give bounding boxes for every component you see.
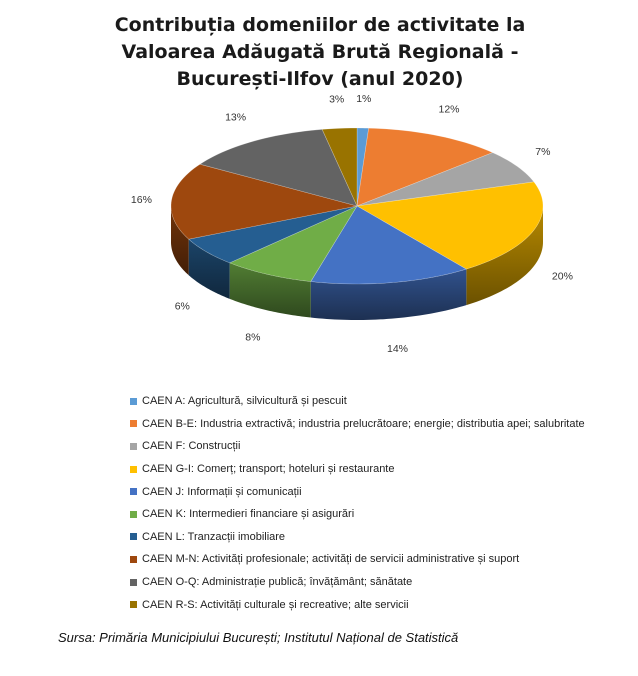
legend-item (130, 390, 630, 413)
data-label-2: 7% (535, 146, 551, 158)
legend-swatch (130, 398, 137, 405)
legend-label: CAEN A: Agricultură, silvicultură și pescuit (142, 395, 347, 408)
legend-item (130, 503, 630, 526)
legend-label: CAEN F: Construcții (142, 440, 241, 453)
legend-swatch (130, 488, 137, 495)
legend-swatch (130, 420, 137, 427)
legend-label: CAEN L: Tranzacții imobiliare (142, 530, 286, 543)
source-note: Sursa: Primăria Municipiului București; Institutul Național de Statistică (58, 630, 459, 645)
legend-item (130, 458, 630, 481)
data-label-4: 14% (386, 343, 409, 356)
legend-item (130, 435, 630, 458)
legend-label: CAEN B-E: Industria extractivă; industria prelucrătoare; energie; distributia apei; salubritate (142, 417, 585, 430)
pie-slices (171, 128, 543, 284)
legend-label: CAEN O-Q: Administrație publică; învățământ; sănătate (142, 576, 413, 589)
legend-swatch (130, 579, 137, 586)
data-label-0: 1% (356, 93, 372, 106)
legend-item (130, 480, 630, 503)
title-line-2: Valoarea Adăugată Brută Regională - (121, 41, 519, 63)
legend-swatch (130, 511, 137, 518)
data-label-1: 12% (438, 103, 460, 116)
title-line-3: București-Ilfov (anul 2020) (176, 68, 464, 90)
legend-label: CAEN M-N: Activități profesionale; activități de servicii administrative și suport (142, 553, 520, 566)
title-line-1: Contribuția domeniilor de activitate la (114, 14, 526, 36)
data-label-9: 3% (329, 93, 345, 106)
legend-item (130, 413, 630, 436)
legend-swatch (130, 443, 137, 450)
legend-label: CAEN J: Informații și comunicații (142, 485, 302, 498)
data-label-5: 8% (245, 331, 261, 344)
legend-item (130, 548, 630, 571)
data-label-7: 16% (130, 194, 152, 207)
legend-item (130, 593, 630, 616)
legend-label: CAEN R-S: Activități culturale și recreative; alte servicii (142, 598, 409, 611)
legend-swatch (130, 601, 137, 608)
data-label-8: 13% (225, 111, 247, 124)
legend-swatch (130, 556, 137, 563)
chart-title (60, 12, 580, 93)
legend-label: CAEN G-I: Comerț; transport; hoteluri și restaurante (142, 463, 395, 476)
legend-item (130, 526, 630, 549)
legend-label: CAEN K: Intermedieri financiare și asigurări (142, 508, 355, 521)
data-label-6: 6% (174, 300, 190, 313)
data-label-3: 20% (551, 270, 573, 283)
chart-legend (130, 390, 630, 616)
legend-swatch (130, 533, 137, 540)
legend-swatch (130, 466, 137, 473)
legend-item (130, 571, 630, 594)
